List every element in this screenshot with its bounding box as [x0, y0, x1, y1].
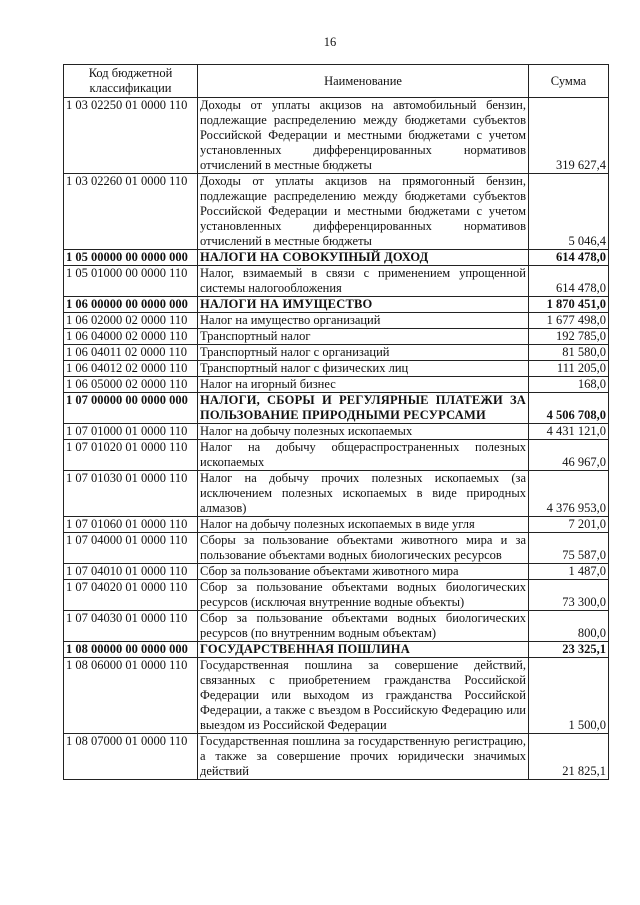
row-sum: 1 870 451,0	[529, 297, 609, 313]
row-name: Транспортный налог	[198, 329, 529, 345]
table-row	[64, 329, 609, 345]
row-code: 1 08 00000 00 0000 000	[64, 642, 198, 658]
row-code: 1 06 02000 02 0000 110	[64, 313, 198, 329]
row-name: Транспортный налог с организаций	[198, 345, 529, 361]
table-row	[64, 734, 609, 780]
row-sum: 1 487,0	[529, 564, 609, 580]
table-row	[64, 471, 609, 517]
row-sum: 73 300,0	[529, 580, 609, 611]
row-code: 1 07 01030 01 0000 110	[64, 471, 198, 517]
row-code: 1 07 04000 01 0000 110	[64, 533, 198, 564]
table-row	[64, 424, 609, 440]
row-sum: 75 587,0	[529, 533, 609, 564]
row-sum: 192 785,0	[529, 329, 609, 345]
row-code: 1 06 04000 02 0000 110	[64, 329, 198, 345]
table-section-row	[64, 250, 609, 266]
row-code: 1 06 05000 02 0000 110	[64, 377, 198, 393]
table-header-row	[64, 65, 609, 98]
row-name: НАЛОГИ НА ИМУЩЕСТВО	[198, 297, 529, 313]
row-sum: 46 967,0	[529, 440, 609, 471]
row-name: Налог, взимаемый в связи с применением упрощенной системы налогообложения	[198, 266, 529, 297]
row-sum: 111 205,0	[529, 361, 609, 377]
row-name: Доходы от уплаты акцизов на автомобильный бензин, подлежащие распределению между бюджетами субъектов Российской Федерации и местными бюджетами с учетом установленных дифференцированных нормативов отчислений в местные бюджеты	[198, 98, 529, 174]
table-section-row	[64, 642, 609, 658]
row-sum: 7 201,0	[529, 517, 609, 533]
header-name: Наименование	[198, 65, 529, 98]
row-code: 1 07 00000 00 0000 000	[64, 393, 198, 424]
row-name: Налог на имущество организаций	[198, 313, 529, 329]
row-code: 1 07 01020 01 0000 110	[64, 440, 198, 471]
row-sum: 168,0	[529, 377, 609, 393]
row-code: 1 07 04020 01 0000 110	[64, 580, 198, 611]
row-name: Сбор за пользование объектами водных биологических ресурсов (исключая внутренние водные объекты)	[198, 580, 529, 611]
row-code: 1 08 06000 01 0000 110	[64, 658, 198, 734]
row-name: Налог на добычу полезных ископаемых в виде угля	[198, 517, 529, 533]
row-code: 1 03 02250 01 0000 110	[64, 98, 198, 174]
table-section-row	[64, 297, 609, 313]
row-name: Государственная пошлина за совершение действий, связанных с приобретением гражданства Российской Федерации или выходом из гражданства Российской Федерации, а также с въездом в Российскую Федерацию или выездом из Российской Федерации	[198, 658, 529, 734]
row-code: 1 06 00000 00 0000 000	[64, 297, 198, 313]
row-name: Сбор за пользование объектами водных биологических ресурсов (по внутренним водным объектам)	[198, 611, 529, 642]
row-sum: 81 580,0	[529, 345, 609, 361]
row-code: 1 07 01000 01 0000 110	[64, 424, 198, 440]
row-name: ГОСУДАРСТВЕННАЯ ПОШЛИНА	[198, 642, 529, 658]
table-row	[64, 517, 609, 533]
row-name: НАЛОГИ НА СОВОКУПНЫЙ ДОХОД	[198, 250, 529, 266]
row-code: 1 07 04010 01 0000 110	[64, 564, 198, 580]
table-row	[64, 361, 609, 377]
budget-revenue-table	[63, 64, 609, 780]
table-row	[64, 98, 609, 174]
row-sum: 4 431 121,0	[529, 424, 609, 440]
row-code: 1 08 07000 01 0000 110	[64, 734, 198, 780]
table-row	[64, 440, 609, 471]
row-code: 1 07 01060 01 0000 110	[64, 517, 198, 533]
table-section-row	[64, 393, 609, 424]
row-code: 1 05 00000 00 0000 000	[64, 250, 198, 266]
row-code: 1 05 01000 00 0000 110	[64, 266, 198, 297]
row-name: Налог на игорный бизнес	[198, 377, 529, 393]
row-name: Сборы за пользование объектами животного мира и за пользование объектами водных биологических ресурсов	[198, 533, 529, 564]
row-name: Доходы от уплаты акцизов на прямогонный бензин, подлежащие распределению между бюджетами субъектов Российской Федерации и местными бюджетами с учетом установленных дифференцированных нормативов отчислений в местные бюджеты	[198, 174, 529, 250]
table-row	[64, 564, 609, 580]
row-sum: 1 500,0	[529, 658, 609, 734]
row-name: Транспортный налог с физических лиц	[198, 361, 529, 377]
table-row	[64, 580, 609, 611]
row-sum: 1 677 498,0	[529, 313, 609, 329]
table-row	[64, 345, 609, 361]
row-name: Налог на добычу полезных ископаемых	[198, 424, 529, 440]
table-row	[64, 611, 609, 642]
row-sum: 23 325,1	[529, 642, 609, 658]
table-row	[64, 313, 609, 329]
header-sum: Сумма	[529, 65, 609, 98]
row-code: 1 03 02260 01 0000 110	[64, 174, 198, 250]
row-name: Налог на добычу прочих полезных ископаемых (за исключением полезных ископаемых в виде природных алмазов)	[198, 471, 529, 517]
table-row	[64, 533, 609, 564]
row-code: 1 06 04011 02 0000 110	[64, 345, 198, 361]
row-sum: 800,0	[529, 611, 609, 642]
table-row	[64, 377, 609, 393]
row-sum: 614 478,0	[529, 250, 609, 266]
row-sum: 319 627,4	[529, 98, 609, 174]
header-code: Код бюджетной классификации	[64, 65, 198, 98]
page-number: 16	[323, 35, 337, 49]
row-sum: 5 046,4	[529, 174, 609, 250]
row-sum: 614 478,0	[529, 266, 609, 297]
row-name: Государственная пошлина за государственную регистрацию, а также за совершение прочих юридически значимых действий	[198, 734, 529, 780]
row-code: 1 06 04012 02 0000 110	[64, 361, 198, 377]
row-name: НАЛОГИ, СБОРЫ И РЕГУЛЯРНЫЕ ПЛАТЕЖИ ЗА ПОЛЬЗОВАНИЕ ПРИРОДНЫМИ РЕСУРСАМИ	[198, 393, 529, 424]
table-row	[64, 658, 609, 734]
row-sum: 21 825,1	[529, 734, 609, 780]
row-sum: 4 506 708,0	[529, 393, 609, 424]
row-sum: 4 376 953,0	[529, 471, 609, 517]
row-name: Сбор за пользование объектами животного мира	[198, 564, 529, 580]
table-row	[64, 174, 609, 250]
row-name: Налог на добычу общераспространенных полезных ископаемых	[198, 440, 529, 471]
row-code: 1 07 04030 01 0000 110	[64, 611, 198, 642]
table-row	[64, 266, 609, 297]
